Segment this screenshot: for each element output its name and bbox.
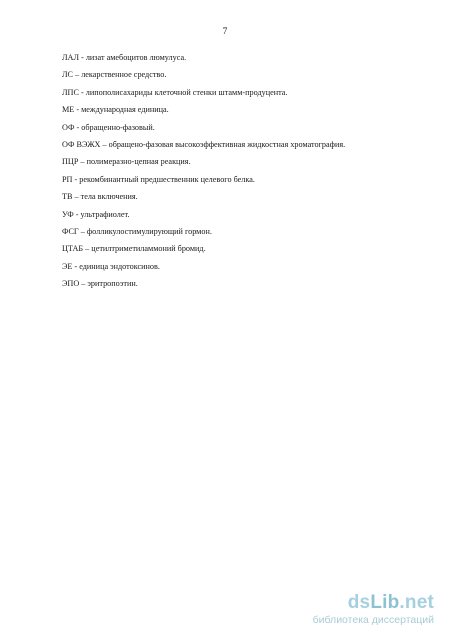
abbreviation-item: ЛПС - липополисахариды клеточной стенки штамм-продуцента. xyxy=(62,87,288,97)
abbreviation-item: ЦТАБ – цетилтриметиламмоний бромид. xyxy=(62,244,206,254)
abbreviation-list xyxy=(62,49,430,292)
abbreviation-item: ЭПО – эритропоэтин. xyxy=(62,279,138,289)
watermark-logo-net: .net xyxy=(399,592,434,613)
abbreviation-item: МЕ - международная единица. xyxy=(62,105,169,115)
watermark-logo-ds: ds xyxy=(347,592,371,613)
abbreviation-item: ЛС – лекарственное средство. xyxy=(62,70,167,80)
watermark-logo-lib: Lib xyxy=(370,592,400,613)
watermark-logo xyxy=(313,593,434,613)
abbreviation-item: ОФ - обращенно-фазовый. xyxy=(62,122,155,132)
abbreviation-item: УФ - ультрафиолет. xyxy=(62,209,130,219)
abbreviation-item: ЭЕ - единица эндотоксинов. xyxy=(62,261,160,271)
abbreviation-item: ФСГ – фолликулостимулирующий гормон. xyxy=(62,226,212,236)
abbreviation-item: ОФ ВЭЖХ – обращено-фазовая высокоэффективная жидкостная хроматография. xyxy=(62,139,346,149)
abbreviation-item: ПЦР – полимеразно-цепная реакция. xyxy=(62,157,191,167)
abbreviation-item: ТВ – тела включения. xyxy=(62,192,138,202)
abbreviation-item: ЛАЛ - лизат амебоцитов люмулуса. xyxy=(62,53,187,62)
abbreviation-item: РП - рекомбинантный предшественник целевого белка. xyxy=(62,174,255,184)
watermark-subtitle: библиотека диссертаций xyxy=(312,614,434,626)
page-number: 7 xyxy=(222,27,228,37)
watermark xyxy=(313,593,434,627)
